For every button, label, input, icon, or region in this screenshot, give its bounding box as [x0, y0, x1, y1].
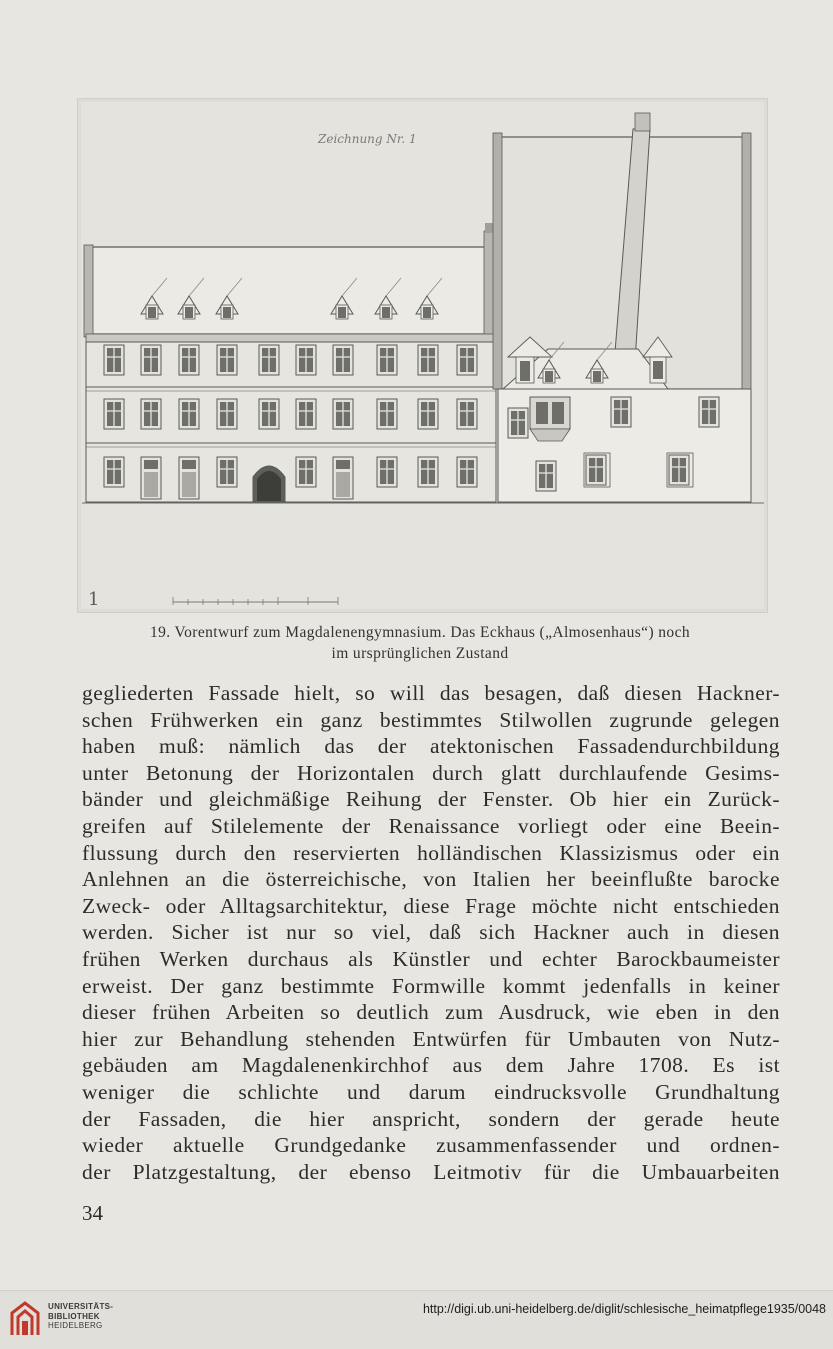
library-name-line-2: BIBLIOTHEK — [48, 1311, 100, 1321]
caption-number: 19. — [149, 624, 171, 641]
text-line: bänder und gleichmäßige Reihung der Fenster. Ob hier ein Zurück- — [82, 787, 780, 812]
caption-line-2: im ursprünglichen Zustand — [331, 645, 509, 662]
text-line: Zweck- oder Alltagsarchitektur, diese Frage möchte nicht entschieden — [82, 893, 780, 918]
text-line: der Fassaden, die hier anspricht, sondern der gerade heute — [82, 1106, 780, 1131]
text-line: der Platzgestaltung, der ebenso Leitmotiv für die Umbauarbeiten — [82, 1159, 780, 1184]
text-line: schen Frühwerken ein ganz bestimmtes Stilwollen zugrunde gelegen — [82, 707, 780, 732]
text-line: Anlehnen an die österreichische, von Italien her beeinflußte barocke — [82, 867, 780, 892]
text-line: hier zur Behandlung stehenden Entwürfen für Umbauten von Nutz- — [82, 1026, 780, 1051]
text-line: dieser frühen Arbeiten so deutlich zum Ausdruck, wie eben in den — [82, 1000, 780, 1025]
text-line: haben muß: nämlich das der atektonischen Fassadendurchbildung — [82, 734, 780, 759]
facade-drawing — [78, 99, 767, 612]
text-line: flussung durch den reservierten holländischen Klassizismus oder ein — [82, 840, 780, 865]
viewer-footer — [0, 1290, 833, 1349]
text-line: wieder aktuelle Grundgedanke zusammenfassender und ordnen- — [82, 1133, 780, 1158]
library-name-line-1: UNIVERSITÄTS- — [48, 1302, 114, 1311]
text-line: erweist. Der ganz bestimmte Formwille kommt jedenfalls in keiner — [82, 973, 780, 998]
caption-line-1: Vorentwurf zum Magdalenengymnasium. Das Eckhaus („Almosenhaus“) noch — [174, 624, 691, 641]
text-line: greifen auf Stilelemente der Renaissance vorliegt oder eine Beein- — [82, 813, 780, 838]
text-line: gebäuden am Magdalenenkirchhof aus dem Jahre 1708. Es ist — [82, 1053, 780, 1078]
library-name-line-3: HEIDELBERG — [48, 1321, 103, 1330]
page-number: 34 — [82, 1201, 103, 1225]
permalink-url[interactable]: http://digi.ub.uni-heidelberg.de/diglit/schlesische_heimatpflege1935/0048 — [422, 1302, 826, 1316]
library-logo-icon[interactable] — [8, 1299, 42, 1339]
figure-caption — [70, 622, 770, 664]
text-line: frühen Werken durchaus als Künstler und echter Barockbaumeister — [82, 946, 780, 971]
handwritten-title: Zeichnung Nr. 1 — [318, 132, 417, 146]
text-line: werden. Sicher ist nur so viel, daß sich Hackner auch in diesen — [82, 920, 780, 945]
text-line: gegliederten Fassade hielt, so will das besagen, daß diesen Hackner- — [82, 681, 780, 705]
corner-mark: 1 — [88, 589, 100, 610]
architectural-drawing-plate — [78, 99, 767, 612]
text-line: weniger die schlichte und darum eindrucksvolle Grundhaltung — [82, 1079, 780, 1104]
text-line: unter Betonung der Horizontalen durch glatt durchlaufende Gesims- — [82, 760, 780, 785]
library-name[interactable] — [48, 1302, 113, 1331]
body-paragraph — [82, 680, 780, 1185]
